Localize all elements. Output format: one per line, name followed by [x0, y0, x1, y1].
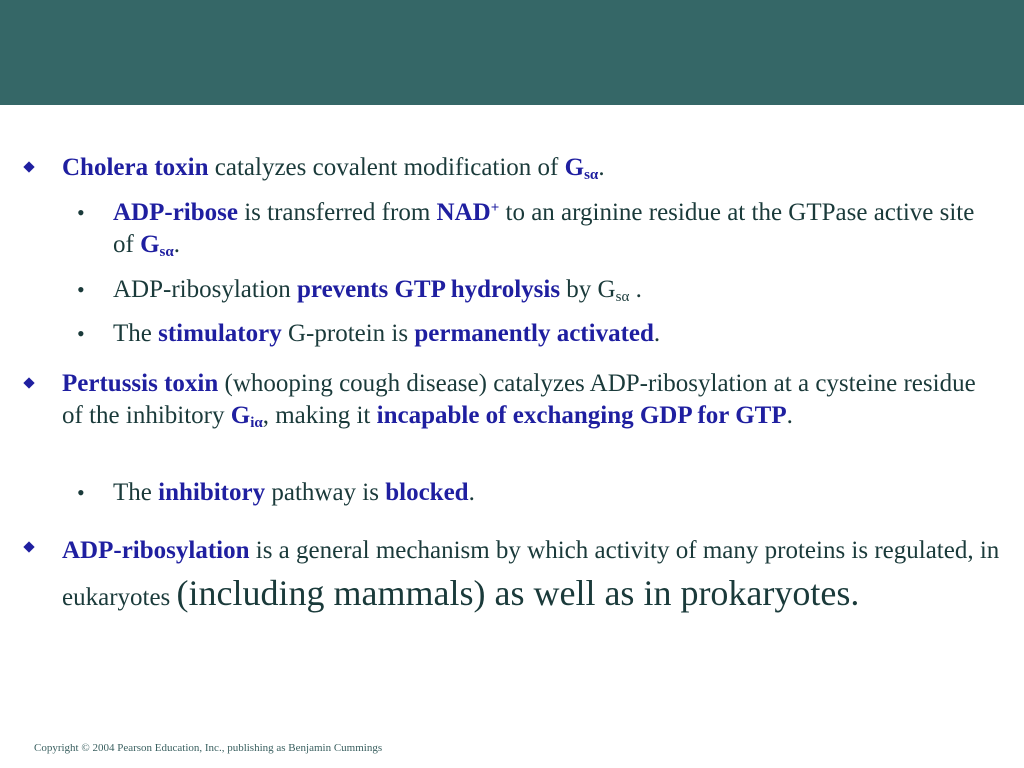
emphasis: blocked — [385, 479, 469, 506]
period: . — [786, 402, 793, 429]
term-adp-ribosylation: ADP-ribosylation — [62, 537, 250, 564]
text: by G — [560, 276, 616, 303]
dot-bullet-icon: • — [77, 200, 85, 225]
subscript: sα — [584, 167, 599, 183]
text: The — [113, 479, 159, 506]
copyright-footer: Copyright © 2004 Pearson Education, Inc., publishing as Benjamin Cummings — [34, 742, 383, 754]
g-protein-symbol: G — [140, 231, 160, 258]
text: ADP-ribosylation — [113, 276, 298, 303]
sub-bullet-inhibitory — [77, 477, 993, 509]
diamond-bullet-icon — [23, 541, 34, 552]
text: The — [113, 320, 159, 347]
text: is transferred from — [237, 199, 437, 226]
g-protein-symbol: G — [564, 154, 585, 181]
text: is a general mechanism by which activity of many proteins is regulated, in eukaryotes — [62, 537, 1000, 611]
bullet-adp-ribosylation — [62, 530, 1002, 619]
emphasis: inhibitory — [158, 479, 266, 506]
sub-bullet-prevents-hydrolysis — [77, 274, 993, 306]
term-pertussis-toxin: Pertussis toxin — [62, 370, 219, 397]
emphasis: prevents GTP hydrolysis — [297, 276, 561, 303]
sub-bullet-adp-ribose — [77, 197, 993, 261]
emphasis: incapable of exchanging GDP for GTP — [376, 402, 787, 429]
emphasis: stimulatory — [158, 320, 282, 347]
text: , making it — [262, 402, 377, 429]
text: G-protein is — [281, 320, 415, 347]
g-protein-symbol: G — [230, 402, 251, 429]
subscript: iα — [250, 415, 263, 431]
period: . — [653, 320, 661, 347]
bullet-cholera-toxin — [62, 152, 1002, 184]
nad-symbol: NAD — [436, 199, 491, 226]
text: pathway is — [265, 479, 386, 506]
period: . — [629, 276, 642, 303]
emphasis: permanently activated — [414, 320, 654, 347]
text: (whooping cough disease) catalyzes ADP-ribosylation at a cysteine residue of the inhibitory — [62, 370, 976, 429]
term-cholera-toxin: Cholera toxin — [62, 154, 209, 181]
subscript: sα — [615, 289, 630, 305]
bullet-pertussis-toxin — [62, 368, 1002, 432]
sub-bullet-stimulatory — [77, 318, 993, 350]
large-text: (including mammals) as well as in prokaryotes. — [176, 573, 860, 613]
period: . — [468, 479, 475, 506]
superscript: + — [490, 200, 500, 216]
dot-bullet-icon: • — [77, 321, 85, 346]
term-adp-ribose: ADP-ribose — [113, 199, 238, 226]
dot-bullet-icon: • — [77, 480, 85, 505]
period: . — [173, 231, 180, 258]
text: catalyzes covalent modification of — [208, 154, 565, 181]
period: . — [598, 154, 605, 181]
dot-bullet-icon: • — [77, 277, 85, 302]
subscript: sα — [159, 244, 174, 260]
text: to an arginine residue at the GTPase active site of — [113, 199, 975, 258]
diamond-bullet-icon — [23, 377, 34, 388]
diamond-bullet-icon — [23, 161, 34, 172]
